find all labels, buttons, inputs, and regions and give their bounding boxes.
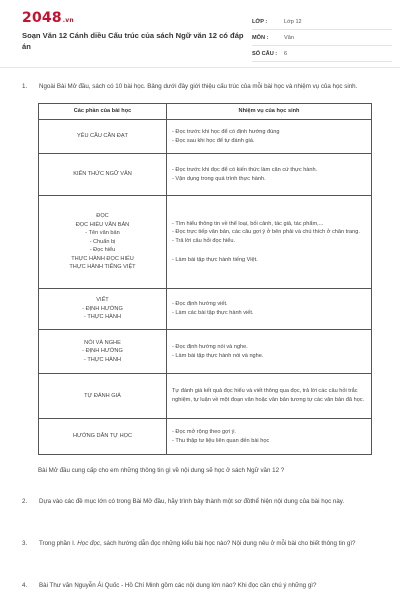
lesson-part-text: - THỰC HÀNH: [84, 314, 121, 321]
document-title: Soạn Văn 12 Cánh diều Cấu trúc của sách Ngữ văn 12 có đáp án: [22, 31, 244, 51]
lesson-part-text: - ĐỊNH HƯỚNG: [82, 348, 123, 355]
meta-row-subject: [252, 30, 392, 46]
meta-key: MÔN :: [252, 34, 269, 41]
question-text: Dựa vào các đề mục lớn có trong Bài Mở đầu, hãy trình bày thành một sơ đồthể hiện nội dung của bài học này.: [39, 498, 345, 505]
task-text: - Đọc trước khi đọc để có kiến thức làm căn cứ thực hành.: [172, 166, 318, 173]
table-header-cell: Nhiệm vụ của học sinh: [167, 104, 372, 120]
lesson-part-text: YÊU CẦU CẦN ĐẠT: [77, 133, 128, 140]
student-task-cell: [167, 419, 372, 455]
task-text: - Làm các bài tập thực hành viết.: [172, 310, 254, 316]
task-text: - Đọc mở rộng theo gợi ý.: [172, 428, 236, 435]
task-text: - Thu thập tư liệu liên quan đến bài học: [172, 437, 270, 444]
lesson-part-text: - Tên văn bản: [85, 230, 120, 237]
site-logo[interactable]: [22, 10, 74, 26]
lesson-part-text: THỰC HÀNH ĐỌC HIỂU: [71, 255, 134, 262]
student-task-cell: [167, 120, 372, 154]
lesson-part-cell: [39, 120, 167, 154]
task-text: - Đọc trước khi học để có định hướng đúng: [172, 128, 280, 135]
meta-value: Văn: [284, 34, 294, 41]
lesson-part-text: - THỰC HÀNH: [84, 356, 121, 363]
table-row: [39, 374, 372, 419]
logo-text: 2048: [22, 10, 62, 26]
lesson-part-text: ĐỌC HIỂU VĂN BẢN: [75, 221, 130, 228]
student-task-cell: [167, 289, 372, 330]
lesson-part-text: HƯỚNG DẪN TỰ HỌC: [73, 433, 132, 440]
task-text: - Làm bài tập thực hành tiếng Việt.: [172, 256, 258, 263]
lesson-part-cell: [39, 419, 167, 455]
table-row: [39, 196, 372, 289]
lesson-part-text: THỰC HÀNH TIẾNG VIỆT: [69, 264, 136, 271]
meta-key: LỚP :: [252, 18, 268, 25]
lesson-part-text: - ĐỊNH HƯỚNG: [82, 305, 123, 312]
lesson-part-cell: [39, 154, 167, 196]
question-number: 3.: [22, 540, 28, 547]
lesson-part-cell: [39, 330, 167, 374]
question-number: 2.: [22, 498, 28, 505]
task-text: - Đọc định hướng viết.: [172, 301, 228, 308]
page-header: [0, 0, 400, 68]
table-row: [39, 330, 372, 374]
task-text: - Trả lời câu hỏi đọc hiểu.: [172, 238, 236, 244]
task-text: Tự đánh giá kết quả đọc hiểu và viết thông qua đọc, trả lời các câu hỏi trắc nghiệm, tự luận về một đoạn văn hoặc văn bản tương tự các văn bản đã học.: [172, 388, 365, 403]
question-text: Ngoài Bài Mở đầu, sách có 10 bài học. Bảng dưới đây giới thiệu cấu trúc của mỗi bài học và nhiệm vụ của học sinh.: [39, 83, 358, 90]
lesson-part-text: VIẾT: [96, 297, 109, 304]
task-spacer: [172, 246, 367, 256]
task-text: - Làm bài tập thực hành nói và nghe.: [172, 352, 264, 359]
task-text: - Tìm hiểu thông tin về thể loại, bối cảnh, tác giả, tác phẩm,...: [172, 220, 324, 227]
student-task-cell: [167, 330, 372, 374]
question-text: [39, 539, 391, 549]
task-text: - Đọc định hướng nói và nghe.: [172, 343, 248, 350]
lesson-part-cell: [39, 196, 167, 289]
table-header-row: [39, 104, 372, 120]
question-text-part: Trong phần I.: [39, 540, 78, 547]
table-row: [39, 289, 372, 330]
meta-row-count: [252, 46, 392, 62]
lesson-structure-table: [38, 103, 372, 455]
table-row: [39, 120, 372, 154]
lesson-part-cell: [39, 374, 167, 419]
lesson-part-text: ĐỌC: [96, 212, 109, 219]
table-followup-question: Bài Mở đầu cung cấp cho em những thông tin gì về nội dung sẽ học ở sách Ngữ văn 12 ?: [38, 467, 285, 474]
task-text: - Đọc trực tiếp văn bản, các câu gợi ý ở bên phải và chú thích ở chân trang.: [172, 229, 360, 236]
lesson-part-text: - Đọc hiểu: [89, 247, 116, 254]
lesson-part-text: KIẾN THỨC NGỮ VĂN: [73, 171, 132, 178]
question-text: Bài Thư văn Nguyễn Ái Quốc - Hồ Chí Minh gồm các nội dung lớn nào? Khi đọc cần chú ý những gì?: [39, 582, 317, 589]
meta-info: [252, 14, 392, 62]
question-text-part: , sách hướng dẫn đọc những kiểu bài học nào? Nội dung nêu ở mỗi bài cho biết thông tin gì?: [100, 540, 356, 547]
task-text: - Đọc sau khi học để tự đánh giá.: [172, 137, 255, 144]
question-number: 1.: [22, 83, 28, 90]
student-task-cell: [167, 374, 372, 419]
table-row: [39, 419, 372, 455]
meta-value: Lớp 12: [284, 18, 302, 25]
question-text-italic: Học đọc: [77, 540, 100, 547]
student-task-cell: [167, 154, 372, 196]
lesson-part-cell: [39, 289, 167, 330]
meta-value: 6: [284, 50, 288, 57]
table-header-cell: Các phần của bài học: [39, 104, 167, 120]
question-number: 4.: [22, 582, 28, 589]
task-text: - Vận dụng trong quá trình thực hành.: [172, 175, 266, 182]
lesson-part-text: NÓI VÀ NGHE: [84, 339, 121, 346]
student-task-cell: [167, 196, 372, 289]
logo-suffix: .vn: [62, 17, 74, 24]
lesson-part-text: TỰ ĐÁNH GIÁ: [84, 392, 121, 399]
table-row: [39, 154, 372, 196]
meta-row-grade: [252, 14, 392, 30]
meta-key: SỐ CÂU :: [252, 50, 278, 57]
lesson-part-text: - Chuẩn bị: [89, 238, 116, 245]
header-divider: [0, 67, 400, 68]
